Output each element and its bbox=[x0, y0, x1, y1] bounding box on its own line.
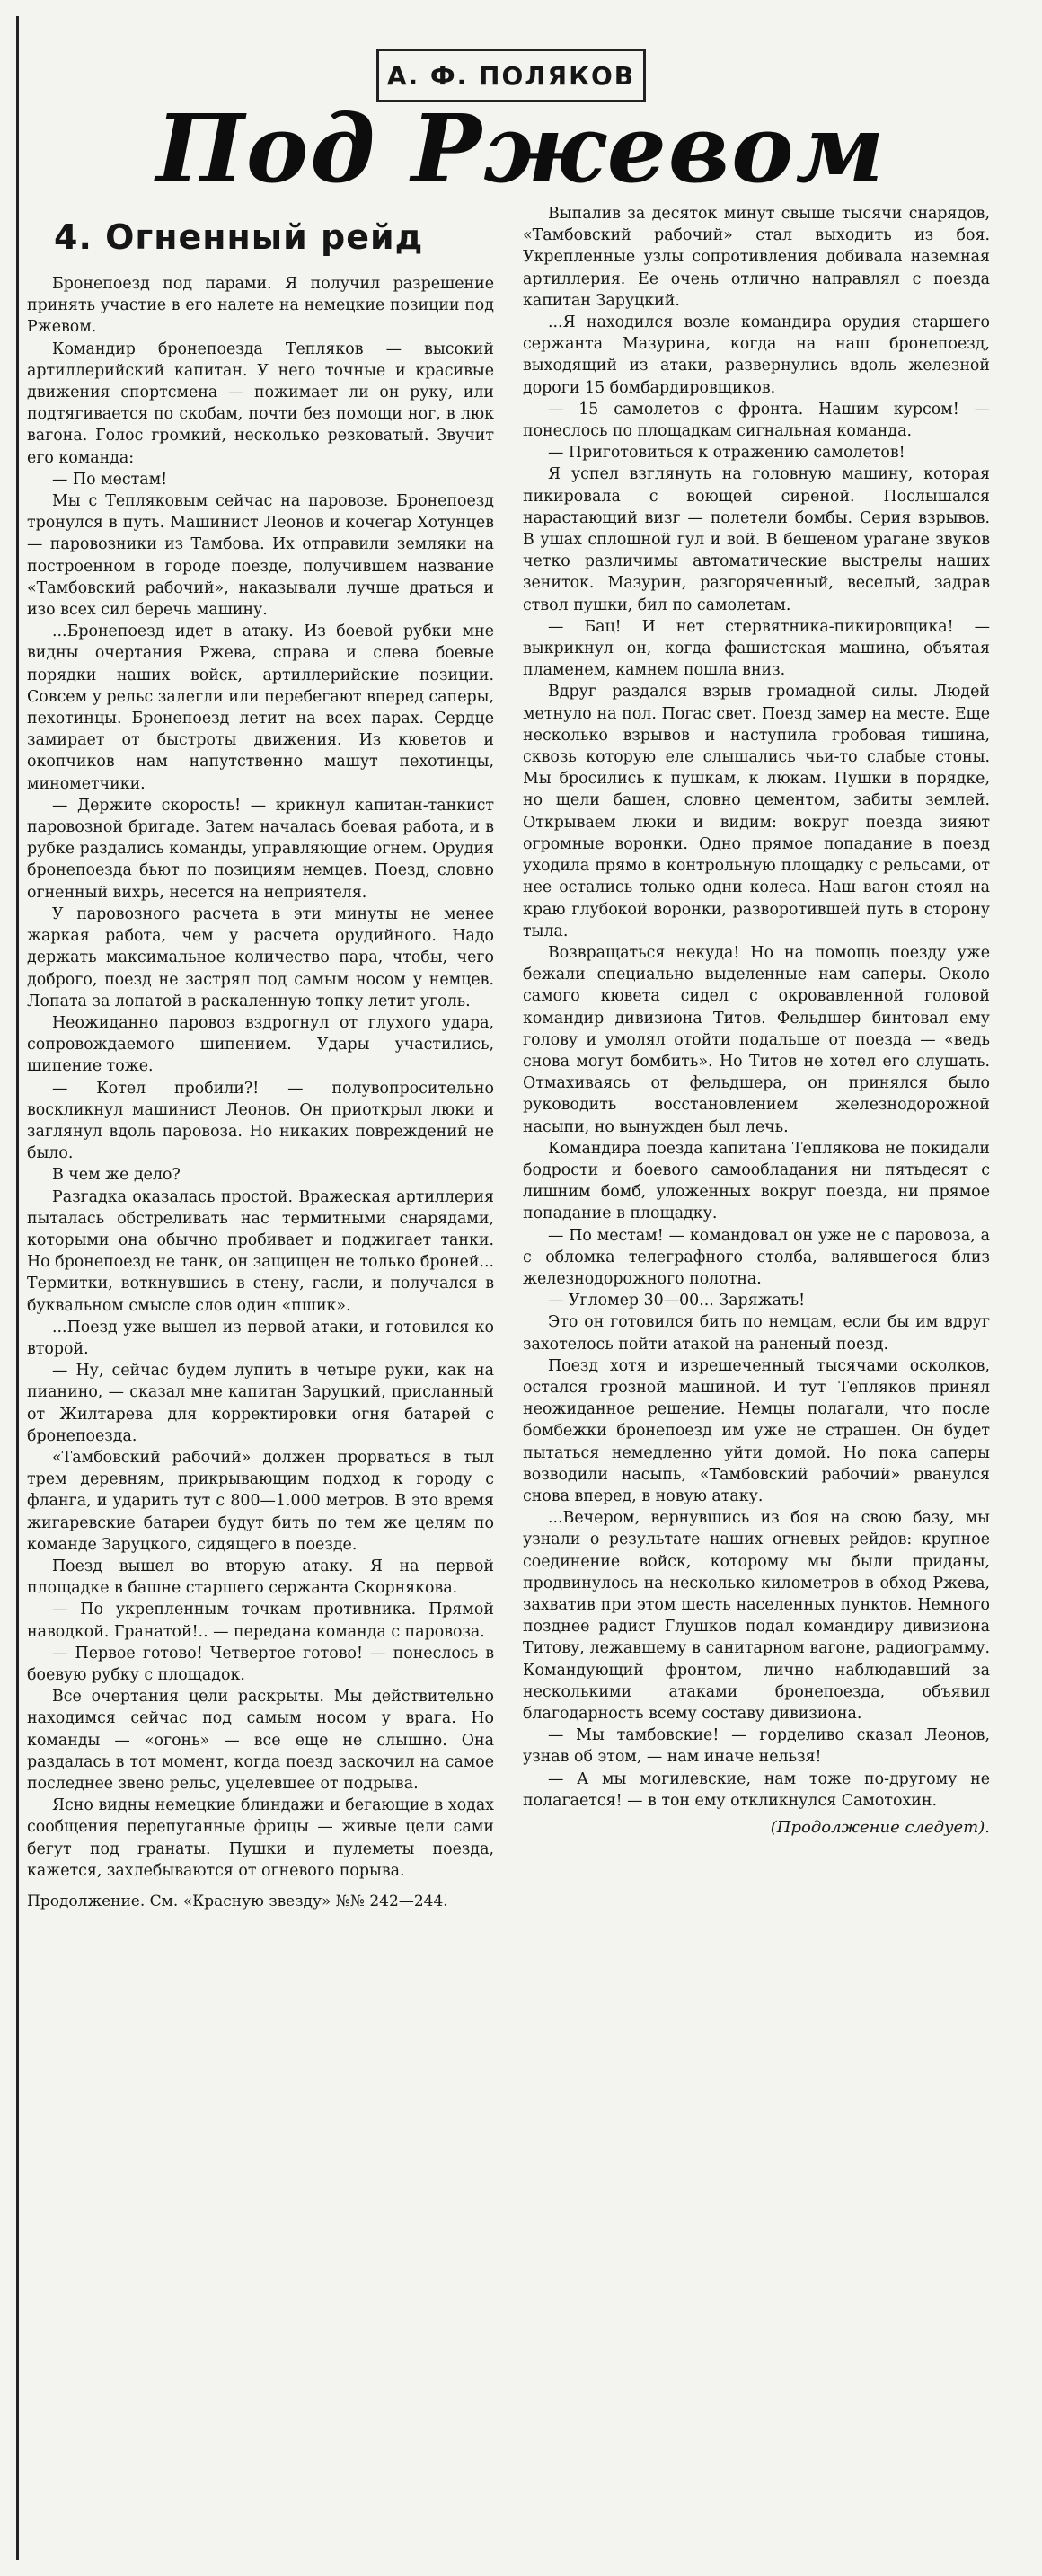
paragraph: — По местам! bbox=[52, 470, 168, 489]
paragraph: Командира поезда капитана Теплякова не покидали бодрости и боевого самообладания ни пятьдесят с лишним бомб, уложенных вокруг поезда, ни прямое попадание в площадку. bbox=[523, 1139, 990, 1223]
paragraph: — Мы тамбовские! — горделиво сказал Леонов, узнав об этом, — нам иначе нельзя! bbox=[523, 1726, 990, 1767]
paragraph: — Ну, сейчас будем лупить в четыре руки, как на пианино, — сказал мне капитан Заруцкий, присланный от Жилтарева для корректировки огня батарей с бронепоезда. bbox=[27, 1362, 494, 1445]
footnote-text: Продолжение. См. «Красную звезду» №№ 242—244. bbox=[27, 1892, 448, 1911]
right-column bbox=[523, 203, 990, 2520]
paragraph: Бронепоезд под парами. Я получил разрешение принять участие в его налете на немецкие позиции под Ржевом. bbox=[27, 275, 494, 337]
paragraph: Все очертания цели раскрыты. Мы действительно находимся сейчас под самым носом у врага. Но команды — «огонь» — все еще не слышно. Она раздалась в тот момент, когда поезд заскочил на самое последнее звено рельс, уцелевшее от подрыва. bbox=[27, 1688, 494, 1794]
paragraph: — Угломер 30—00... Заряжать! bbox=[548, 1292, 806, 1310]
paragraph: — Первое готово! Четвертое готово! — понеслось в боевую рубку с площадок. bbox=[27, 1644, 494, 1684]
paragraph: Это он готовился бить по немцам, если бы им вдруг захотелось пойти атакой на раненый поезд. bbox=[523, 1313, 990, 1354]
paragraph: — По местам! — командовал он уже не с паровоза, а с обломка телеграфного столба, валявшегося близ железнодорожного полотна. bbox=[523, 1226, 990, 1288]
left-column-body bbox=[27, 273, 494, 1882]
paragraph: — 15 самолетов с фронта. Нашим курсом! — понеслось по площадкам сигнальная команда. bbox=[523, 400, 990, 441]
paragraph: ...Поезд уже вышел из первой атаки, и готовился ко второй. bbox=[27, 1318, 494, 1358]
paragraph: — Бац! И нет стервятника-пикировщика! — выкрикнул он, когда фашистская машина, объятая пламенем, камнем пошла вниз. bbox=[523, 617, 990, 680]
paragraph: Поезд хотя и изрешеченный тысячами осколков, остался грозной машиной. И тут Тепляков принял неожиданное решение. Немцы полагали, что после бомбежки бронепоезд им уже не страшен. Он будет пытаться немедленно уйти домой. Но пока саперы возводили насыпь, «Тамбовский рабочий» рванулся снова вперед, в новую атаку. bbox=[523, 1356, 990, 1505]
to-be-continued bbox=[523, 1817, 990, 1839]
paragraph: ...Вечером, вернувшись из боя на свою базу, мы узнали о результате наших огневых рейдов: крупное соединение войск, которому мы были приданы, продвинулось на несколько километров в обход Ржева, захватив при этом шесть населенных пунктов. Немного позднее радист Глушков подал командиру дивизиона Титову, лежавшему в санитарном вагоне, радиограмму. Командующий фронтом, лично наблюдавший за несколькими атаками бронепоезда, объявил благодарность всему составу дивизиона. bbox=[523, 1509, 990, 1724]
paragraph: ...Я находился возле командира орудия старшего сержанта Мазурина, когда на наш бронепоезд, выходящий из атаки, развернулись вдоль железной дороги 15 бомбардировщиков. bbox=[523, 313, 990, 397]
paragraph: Разгадка оказалась простой. Вражеская артиллерия пыталась обстреливать нас термитными снарядами, которыми она обычно пробивает и поджигает танки. Но бронепоезд не танк, он защищен не только броней... Термитки, воткнувшись в стену, гасли, и получался в буквальном смысле слов один «пшик». bbox=[27, 1187, 494, 1315]
paragraph: Мы с Тепляковым сейчас на паровозе. Бронепоезд тронулся в путь. Машинист Леонов и кочегар Хотунцев — паровозники из Тамбова. Их отправили земляки на построенном в городе поезде, получившем название «Тамбовский рабочий», наказывали лучше драться и изо всех сил беречь машину. bbox=[27, 492, 494, 620]
paragraph: — По укрепленным точкам противника. Прямой наводкой. Гранатой!.. — передана команда с паровоза. bbox=[27, 1601, 494, 1641]
section-title: 4. Огненный рейд bbox=[54, 217, 424, 257]
paragraph: — Приготовиться к отражению самолетов! bbox=[548, 444, 905, 463]
paragraph: Неожиданно паровоз вздрогнул от глухого удара, сопровождаемого шипением. Удары участились, шипение тоже. bbox=[27, 1013, 494, 1076]
article-headline: Под Ржевом bbox=[155, 93, 887, 204]
paragraph: Я успел взглянуть на головную машину, которая пикировала с воющей сиреной. Послышался нарастающий визг — полетели бомбы. Серия взрывов. В ушах сплошной гул и вой. В бешеном урагане звуков четко различимы автоматические выстрелы наших зениток. Мазурин, разгоряченный, веселый, задрав ствол пушки, бил по самолетам. bbox=[523, 465, 990, 614]
continuation-text: (Продолжение следует). bbox=[770, 1818, 990, 1838]
paragraph: «Тамбовский рабочий» должен прорваться в тыл трем деревням, прикрывающим подход к городу с фланга, и ударить тут с 800—1.000 метров. В это время жигаревские батареи будут бить по тем же целям по команде Заруцкого, сидящего в поезде. bbox=[27, 1448, 494, 1554]
author-byline: А. Ф. ПОЛЯКОВ bbox=[376, 49, 646, 102]
paragraph: В чем же дело? bbox=[52, 1166, 181, 1185]
paragraph: — Держите скорость! — крикнул капитан-танкист паровозной бригаде. Затем началась боевая работа, и в рубке раздались команды, управляющие огнем. Орудия бронепоезда бьют по позициям немцев. Поезд, словно огненный вихрь, несется на неприятеля. bbox=[27, 796, 494, 902]
paragraph: ...Бронепоезд идет в атаку. Из боевой рубки мне видны очертания Ржева, справа и слева боевые порядки наших войск, артиллерийские позиции. Совсем у рельс залегли или перебегают вперед саперы, пехотинцы. Бронепоезд летит на всех парах. Сердце замирает от быстроты движения. Из кюветов и окопчиков нам напутственно машут пехотинцы, минометчики. bbox=[27, 622, 494, 793]
paragraph: Поезд вышел во вторую атаку. Я на первой площадке в башне старшего сержанта Скорнякова. bbox=[27, 1557, 494, 1598]
right-column-body bbox=[523, 203, 990, 1812]
left-column bbox=[27, 208, 494, 2526]
paragraph: — Котел пробили?! — полувопросительно воскликнул машинист Леонов. Он приоткрыл люки и заглянул вдоль паровоза. Но никаких повреждений не было. bbox=[27, 1079, 494, 1163]
paragraph: Ясно видны немецкие блиндажи и бегающие в ходах сообщения перепуганные фрицы — живые цели сами бегут под гранаты. Пушки и пулеметы поезда, кажется, захлебываются от огневого порыва. bbox=[27, 1796, 494, 1880]
paragraph: Командир бронепоезда Тепляков — высокий артиллерийский капитан. У него точные и красивые движения спортсмена — пожимает ли он руку, или подтягивается по скобам, почти без помощи ног, в люк вагона. Голос громкий, несколько резковатый. Звучит его команда: bbox=[27, 340, 494, 467]
paragraph: У паровозного расчета в эти минуты не менее жаркая работа, чем у расчета орудийного. Надо держать максимальное количество пара, чтобы, чего доброго, поезд не застрял под самым носом у немцев. Лопата за лопатой в раскаленную топку летит уголь. bbox=[27, 904, 494, 1010]
paragraph: Вдруг раздался взрыв громадной силы. Людей метнуло на пол. Погас свет. Поезд замер на месте. Еще несколько взрывов и наступила гробовая тишина, сквозь которую еле слышались чьи-то слабые стоны. Мы бросились к пушкам, к люкам. Пушки в порядке, но щели башен, словно цементом, забиты землей. Открываем люки и видим: вокруг поезда зияют огромные воронки. Одно прямое попадание в поезд уходила прямо в контрольную площадку с рельсами, от нее остались только одни колеса. Наш вагон стоял на краю глубокой воронки, разворотившей путь в сторону тыла. bbox=[523, 683, 990, 940]
paragraph: Выпалив за десяток минут свыше тысячи снарядов, «Тамбовский рабочий» стал выходить из боя. Укрепленные узлы сопротивления добивала наземная артиллерия. Ее очень отлично направлял с поезда капитан Заруцкий. bbox=[523, 205, 990, 310]
paragraph: — А мы могилевские, нам тоже по-другому не полагается! — в тон ему откликнулся Самотохин. bbox=[523, 1769, 990, 1810]
paragraph: Возвращаться некуда! Но на помощь поезду уже бежали специально выделенные нам саперы. Около самого кювета сидел с окровавленной головой командир дивизиона Титов. Фельдшер бинтовал ему голову и умолял отойти подальше от поезда — «ведь снова могут бомбить». Но Титов не хотел его слушать. Отмахиваясь от фельдшера, он принялся было руководить восстановлением железнодорожной насыпи, но вынужден был лечь. bbox=[523, 943, 990, 1136]
continuation-footnote bbox=[27, 1891, 494, 1912]
